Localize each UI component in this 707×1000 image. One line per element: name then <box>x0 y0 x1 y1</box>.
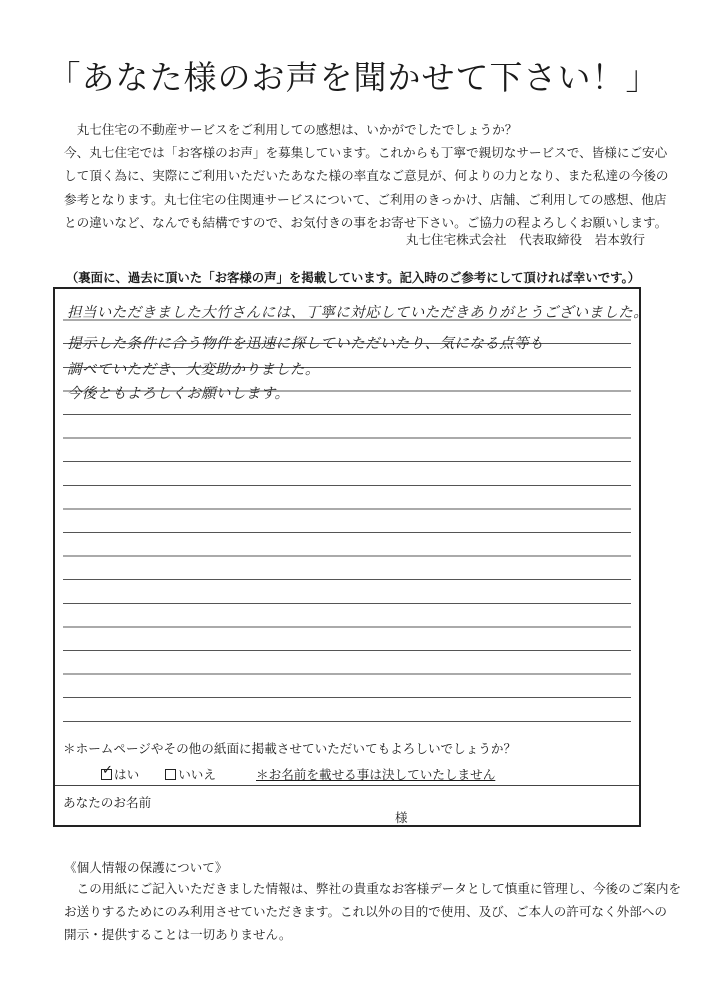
handwritten-line: 調べていただき、大変助かりました。 <box>67 362 320 378</box>
intro-line: との違いなど、なんでも結構ですので、お気付きの事をお寄せ下さい。ご協力の程よろしくお願いします。 <box>64 214 668 230</box>
company-signature: 丸七住宅株式会社 代表取締役 岩本敦行 <box>405 232 645 247</box>
privacy-title: 《個人情報の保護について》 <box>64 860 228 875</box>
comment-field[interactable] <box>63 297 649 730</box>
option-yes-label: はい <box>114 767 140 782</box>
publish-permission-question: ＊ホームページやその他の紙面に掲載させていただいてもよろしいでしょうか？ <box>63 741 517 756</box>
divider <box>55 785 639 786</box>
name-label: あなたのお名前 <box>63 795 152 810</box>
notice-text: （裏面に、過去に頂いた「お客様の声」を掲載しています。記入時のご参考にして頂ければ幸いです。） <box>65 270 641 285</box>
intro-line: 参考となります。丸七住宅の住関連サービスについて、ご利用のきっかけ、店舗、ご利用しての感想、他店 <box>64 191 667 207</box>
handwritten-line: 今後ともよろしくお願いします。 <box>67 386 290 402</box>
privacy-line: お送りするためにのみ利用させていただきます。これ以外の目的で使用、及び、ご本人の許可なく外部への <box>64 904 667 919</box>
option-no-label: いいえ <box>178 767 216 782</box>
checkbox-icon[interactable] <box>165 769 176 780</box>
intro-text <box>64 118 669 234</box>
publish-permission-options <box>101 764 631 783</box>
option-no[interactable] <box>165 764 216 783</box>
check-mark-icon: ✓ <box>102 763 113 778</box>
feedback-form <box>53 287 649 827</box>
handwritten-line: 提示した条件に合う物件を迅速に探していただいたり、気になる点等も <box>67 336 544 352</box>
checkbox-icon[interactable] <box>101 763 113 780</box>
handwritten-line: 担当いただきました大竹さんには、丁寧に対応していただきありがとうございました。 <box>67 305 649 321</box>
name-privacy-note: ＊お名前を載せる事は決していたしません <box>256 767 496 782</box>
option-yes[interactable] <box>101 764 139 783</box>
privacy-line: 開示・提供することは一切ありません。 <box>64 927 292 942</box>
privacy-text <box>64 877 682 946</box>
intro-line: 丸七住宅の不動産サービスをご利用しての感想は、いかがでしたでしょうか？ <box>76 122 518 137</box>
intro-line: して頂く為に、実際にご利用いただいたあなた様の率直なご意見が、何よりの力となり、また私達の今後の <box>64 168 669 184</box>
page-title: 「あなた様のお声を聞かせて下さい！」 <box>47 58 660 97</box>
name-suffix: 様 <box>395 810 408 825</box>
privacy-line: この用紙にご記入いただきました情報は、弊社の貴重なお客様データとして慎重に管理し、今後のご案内を <box>76 881 682 896</box>
intro-line: 今、丸七住宅では「お客様のお声」を募集しています。これからも丁寧で親切なサービスで、皆様にご安心 <box>64 145 668 161</box>
